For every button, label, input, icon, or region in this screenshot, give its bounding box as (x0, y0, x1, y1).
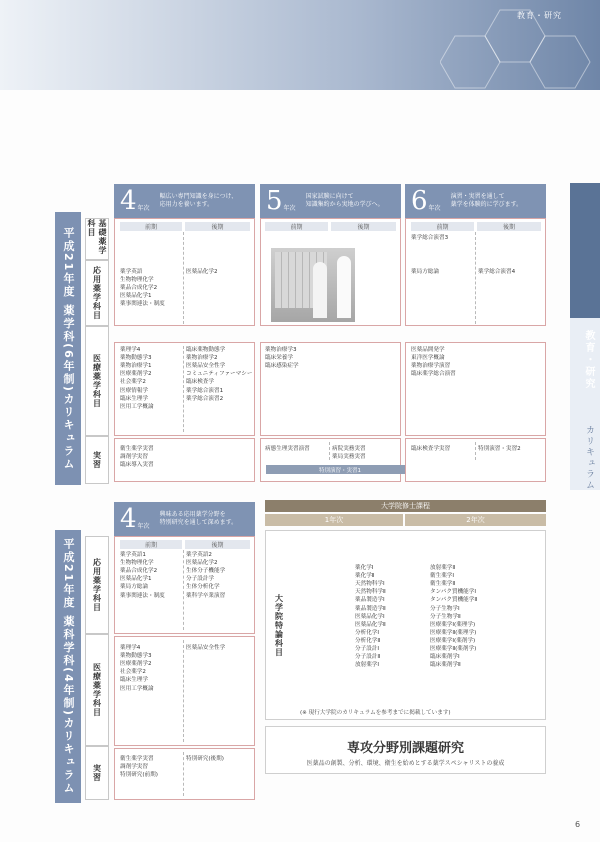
row-label-basic: 基礎薬学科目 (85, 218, 109, 260)
y6-basic-early-list: 薬学総合演習3 (411, 235, 449, 241)
sci-clinical-late-list: 医薬品安全性学 (186, 645, 226, 651)
y4-term-early: 前期 (120, 222, 182, 231)
y4-divider (183, 232, 184, 324)
y4-clinical-divider (183, 346, 184, 432)
sci-practice-divider (183, 752, 184, 796)
y4-practice-list: 衛生薬学実習 調剤学実習 臨床導入実習 (120, 446, 154, 469)
row-label-clinical-sci: 医療薬学科目 (85, 634, 109, 746)
y5-practice-late-list: 病院実務実習 薬局実務実習 (332, 446, 366, 461)
row-label-applied-sci: 応用薬学科目 (85, 536, 109, 634)
y6-practice-early-list: 臨床検査学実習 (411, 446, 451, 452)
pharmacy-photo (271, 248, 355, 322)
pharmacist-figure (313, 262, 327, 318)
special-practice-arrow: 特別演習・実習1 (266, 465, 414, 474)
y4-clinical-early-list: 薬理学4 薬物動態学3 薬物治療学1 医療薬剤学2 社会薬学2 医療情報学 臨床生理学 医用工学概論 (120, 347, 154, 410)
sci-term-early: 前期 (120, 540, 182, 549)
graduate-col1-list: 薬化学Ⅰ 薬化学Ⅱ 天然物科学Ⅰ 天然物科学Ⅱ 薬品製造学Ⅰ 薬品製造学Ⅱ 医薬品化学Ⅰ 医薬品化学Ⅱ 分析化学Ⅰ 分析化学Ⅱ 分子設計Ⅰ 分子設計Ⅱ 放射薬学Ⅰ (355, 565, 386, 669)
side-tab-active (570, 183, 600, 318)
y6-practice-late-list: 特別演習・実習2 (478, 446, 521, 452)
sci-applied-divider (183, 550, 184, 630)
y4-clinical-late-list: 臨床薬物動態学 薬物治療学2 医薬品安全性学 コミュニティファーマシー 臨床検査学 薬学総合演習1 薬学総合演習2 (186, 347, 253, 402)
graduate-title: 大学院修士課程 (265, 500, 546, 512)
row-label-applied: 応用薬学科目 (85, 260, 109, 326)
y4-applied-early-list: 薬学英語 生物物理化学 薬品合成化学2 医薬品化学1 薬事関連法・制度 (120, 269, 165, 308)
page-number: 6 (575, 820, 581, 829)
curriculum-6yr-title: 平成21年度 薬学科(6年制)カリキュラム (55, 212, 81, 485)
sci-applied-late-list: 薬学英語2 医薬品化学2 生体分子機能学 分子設計学 生体分析化学 薬科学卒業演習 (186, 552, 226, 599)
y5-practice-early-list: 病態生理実習演習 (265, 446, 310, 452)
side-tab-title: 教育・研究 (583, 330, 594, 390)
y6-term-early: 前期 (411, 222, 474, 231)
y6-clinical-list: 医薬品開発学 東洋医学概論 薬物治療学演習 臨床薬学総合演習 (411, 347, 456, 378)
sci-practice-early-list: 衛生薬学実習 調剤学実習 特別研究(前期) (120, 756, 158, 779)
pharmacist-figure (337, 256, 351, 318)
row-label-clinical: 医療薬学科目 (85, 326, 109, 436)
y5-practice-divider (329, 442, 330, 460)
y5-term-late: 後期 (331, 222, 396, 231)
graduate-col2-list: 放射薬学Ⅱ 衛生薬学Ⅰ 衛生薬学Ⅱ タンパク質機能学Ⅰ タンパク質機能学Ⅱ 分子生物学Ⅰ 分子生物学Ⅱ 医療薬学Ⅰ(薬理学) 医療薬学Ⅱ(薬理学) 医療薬学Ⅰ(薬剤学) 医療薬学Ⅱ(薬剤学) 臨床薬剤学Ⅰ 臨床薬剤学Ⅱ (430, 565, 478, 669)
research-subtitle: 医薬品の創製、分析、環境、衛生を始めとする薬学スペシャリストの養成 (306, 760, 505, 767)
sci-clinical-divider (183, 640, 184, 742)
y6-divider (475, 232, 476, 324)
row-label-practice-sci: 実習 (85, 746, 109, 800)
graduate-year-2: 2年次 (405, 514, 546, 526)
sci-practice-late-list: 特別研究(後期) (186, 756, 224, 762)
y6-term-late: 後期 (477, 222, 541, 231)
graduate-year-1: 1年次 (265, 514, 403, 526)
sci-clinical-early-list: 薬理学4 薬物動態学3 医療薬剤学2 社会薬学2 臨床生理学 医用工学概論 (120, 645, 154, 692)
year-tile-6: 6 年次 演習・実習を通して 薬学を体験的に学びます。 (405, 184, 546, 218)
header-label: 教育・研究 (517, 11, 562, 20)
curriculum-4yr-title: 平成21年度 薬科学科(4年制)カリキュラム (55, 530, 81, 803)
y4-applied-late-list: 医薬品化学2 (186, 269, 218, 275)
row-label-practice: 実習 (85, 436, 109, 484)
sci-applied-early-list: 薬学英語1 生物物理化学 薬品合成化学2 医薬品化学1 薬局方総論 薬事関連法・制度 (120, 552, 165, 599)
y5-term-early: 前期 (265, 222, 328, 231)
year-tile-4: 4 年次 幅広い専門知識を身につけ、 応用力を養います。 (114, 184, 255, 218)
year-tile-5: 5 年次 国家試験に向けて 知識集約から実地の学びへ。 (260, 184, 401, 218)
year-tile-4-sci: 4 年次 興味ある応用薬学分野を 特別研究を通して深めます。 (114, 502, 255, 536)
y6-applied-early-list: 薬局方総論 (411, 269, 439, 275)
graduate-row-label: 大学院特論科目 (274, 593, 284, 657)
sci-term-late: 後期 (185, 540, 250, 549)
research-title: 専攻分野別課題研究 (346, 741, 464, 756)
y5-clinical-list: 薬物治療学3 臨床栄養学 臨床感染症学 (265, 347, 299, 370)
side-tab-sub: カリキュラム (584, 425, 594, 491)
header-banner (0, 0, 600, 90)
y6-practice-divider (475, 442, 476, 460)
graduate-note: (※ 現行大学院のカリキュラムを参考までに掲載しています) (300, 710, 451, 716)
y4-term-late: 後期 (185, 222, 250, 231)
y6-applied-late-list: 薬学総合演習4 (478, 269, 516, 275)
